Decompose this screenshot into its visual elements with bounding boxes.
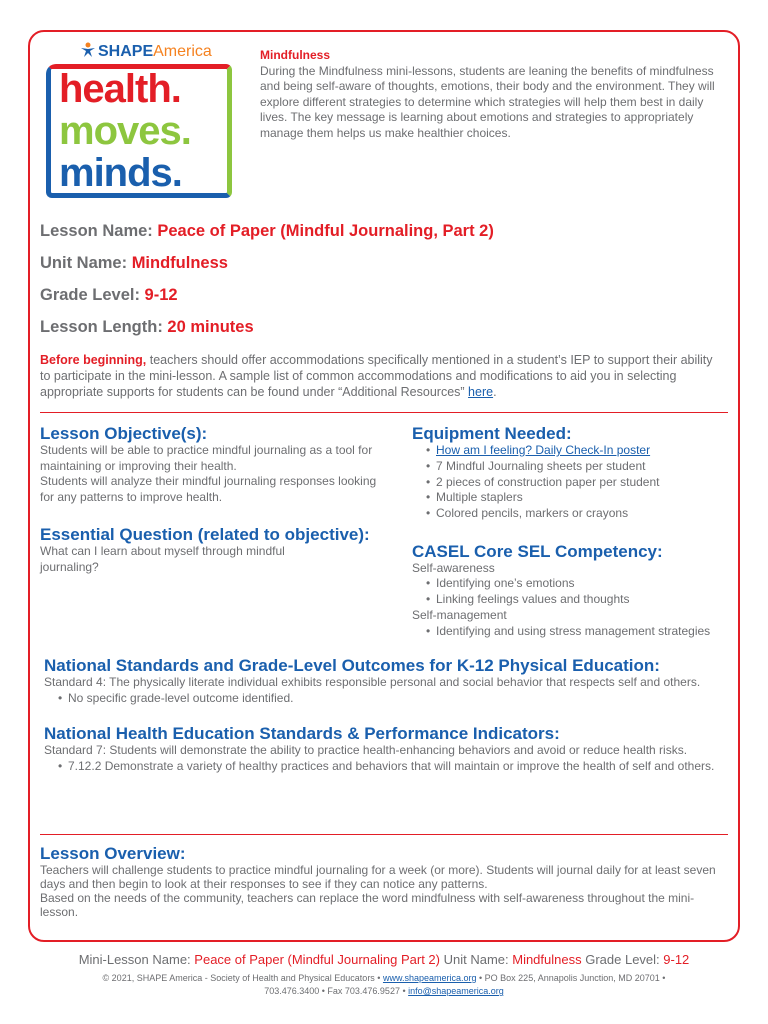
- casel-heading: CASEL Core SEL Competency:: [412, 541, 663, 561]
- essential-question-text: What can I learn about myself through mindful journaling?: [40, 544, 285, 574]
- casel-list-2: [412, 624, 732, 640]
- intro-title: Mindfulness: [260, 48, 331, 62]
- intro-block: [260, 48, 720, 141]
- before-text: teachers should offer accommodations specifically mentioned in a student’s IEP to support their ability to participate in the mini-lesson. A sample list of common accommodations and modifications to aid you in selecting appropriate supports for students can be found under “Additional Resources”: [40, 353, 713, 399]
- list-item: • Multiple staplers: [426, 490, 732, 506]
- brand-shape-text: SHAPE: [98, 43, 154, 60]
- address-text: • PO Box 225, Annapolis Junction, MD 20701 •: [476, 973, 666, 983]
- logo-word-health: health.: [59, 67, 181, 111]
- brand-america-text: America: [153, 43, 212, 60]
- essential-question-heading: Essential Question (related to objective):: [40, 525, 370, 544]
- copyright-text: © 2021, SHAPE America - Society of Health and Physical Educators •: [102, 973, 383, 983]
- equipment-heading: Equipment Needed:: [412, 424, 572, 443]
- overview-heading: Lesson Overview:: [40, 844, 186, 863]
- overview-paragraph-2: Based on the needs of the community, teachers can replace the word mindfulness with self-awareness throughout the mini-lesson.: [40, 891, 695, 919]
- list-item: • 7.12.2 Demonstrate a variety of healthy practices and behaviors that will maintain or improve the health of self and others.: [58, 759, 724, 775]
- health-ed-text: Standard 7: Students will demonstrate the ability to practice health-enhancing behaviors and avoid or reduce health risks.: [44, 743, 688, 757]
- footer-grade-label: Grade Level:: [581, 952, 664, 967]
- list-item: • No specific grade-level outcome identified.: [58, 691, 734, 707]
- lesson-length-value: 20 minutes: [167, 318, 254, 336]
- health-moves-minds-logo: [46, 42, 242, 208]
- objectives-heading: Lesson Objective(s):: [40, 424, 208, 443]
- logo-frame: [46, 64, 242, 208]
- lesson-length-label: Lesson Length:: [40, 318, 168, 336]
- unit-name-label: Unit Name:: [40, 254, 132, 272]
- overview-section: [40, 844, 730, 919]
- unit-name-value: Mindfulness: [131, 254, 228, 272]
- overview-paragraph-1: Teachers will challenge students to practice mindful journaling for a week (or more). Students will journal daily for at least seven days and then begin to look at their responses to see if they can notice any patterns.: [40, 863, 716, 891]
- list-item: • 7 Mindful Journaling sheets per student: [426, 459, 732, 475]
- shape-america-brand: [80, 42, 212, 61]
- divider-bottom: [40, 834, 728, 835]
- shape-figure-icon: [80, 42, 96, 58]
- logo-word-minds: minds.: [59, 151, 182, 195]
- health-ed-heading: National Health Education Standards & Performance Indicators:: [44, 724, 560, 743]
- right-column: [412, 424, 732, 639]
- grade-level-label: Grade Level:: [40, 286, 145, 304]
- list-item: • Colored pencils, markers or crayons: [426, 506, 732, 522]
- objective-line-2: Students will analyze their mindful journaling responses looking for any patterns to improve health.: [40, 474, 377, 504]
- lesson-length-row: [40, 318, 254, 337]
- logo-inner-frame: [46, 64, 232, 198]
- before-beginning-note: [40, 352, 720, 400]
- before-lead: Before beginning,: [40, 353, 147, 367]
- website-link[interactable]: www.shapeamerica.org: [382, 973, 477, 983]
- lesson-name-label: Lesson Name:: [40, 222, 158, 240]
- equipment-list: [412, 443, 732, 522]
- national-pe-list: [44, 691, 734, 707]
- grade-level-value: 9-12: [144, 286, 178, 304]
- footer-lesson-info: [0, 952, 768, 967]
- national-pe-section: [44, 656, 734, 706]
- list-item: • 2 pieces of construction paper per student: [426, 475, 732, 491]
- divider-top: [40, 412, 728, 413]
- casel-group-self-management: Self-management: [412, 608, 507, 623]
- health-ed-list: [44, 759, 724, 775]
- footer-unit-value: Mindfulness: [512, 952, 582, 967]
- here-link[interactable]: here: [468, 385, 494, 399]
- casel-group-self-awareness: Self-awareness: [412, 560, 495, 575]
- intro-text: During the Mindfulness mini-lessons, students are leaning the benefits of mindfulness and being self-aware of thoughts, emotions, their body and the environment. They will explore different strategies to determine which strategies will help them best in daily lives. The key message is learning about emotions and strategies to appropriately manage them helps us make healthier choices.: [260, 63, 715, 140]
- footer-mini-label: Mini-Lesson Name:: [78, 952, 195, 967]
- check-in-poster-link[interactable]: How am I feeling? Daily Check-In poster: [436, 443, 651, 457]
- footer-mini-value: Peace of Paper (Mindful Journaling Part 2): [194, 952, 440, 967]
- list-item: [426, 443, 732, 459]
- list-item: • Identifying and using stress management strategies: [426, 624, 732, 640]
- list-item: • Linking feelings values and thoughts: [426, 592, 732, 608]
- left-column: [40, 424, 390, 575]
- list-item: • Identifying one’s emotions: [426, 576, 732, 592]
- unit-name-row: [40, 254, 228, 273]
- lesson-name-row: [40, 222, 494, 241]
- health-ed-section: [44, 724, 734, 774]
- footer-copyright: [0, 972, 768, 998]
- lesson-name-value: Peace of Paper (Mindful Journaling, Part 2): [157, 222, 494, 240]
- email-link[interactable]: info@shapeamerica.org: [408, 986, 504, 996]
- logo-word-moves: moves.: [59, 109, 191, 153]
- footer-unit-label: Unit Name:: [439, 952, 513, 967]
- casel-list-1: [412, 576, 732, 608]
- footer-grade-value: 9-12: [663, 952, 690, 967]
- phone-text: 703.476.3400 • Fax 703.476.9527 •: [264, 986, 409, 996]
- objective-line-1: Students will be able to practice mindful journaling as a tool for maintaining or improving their health.: [40, 443, 373, 473]
- grade-level-row: [40, 286, 178, 305]
- national-pe-text: Standard 4: The physically literate individual exhibits responsible personal and social behavior that respects self and others.: [44, 675, 701, 689]
- before-end: .: [493, 385, 497, 399]
- national-pe-heading: National Standards and Grade-Level Outcomes for K-12 Physical Education:: [44, 656, 660, 675]
